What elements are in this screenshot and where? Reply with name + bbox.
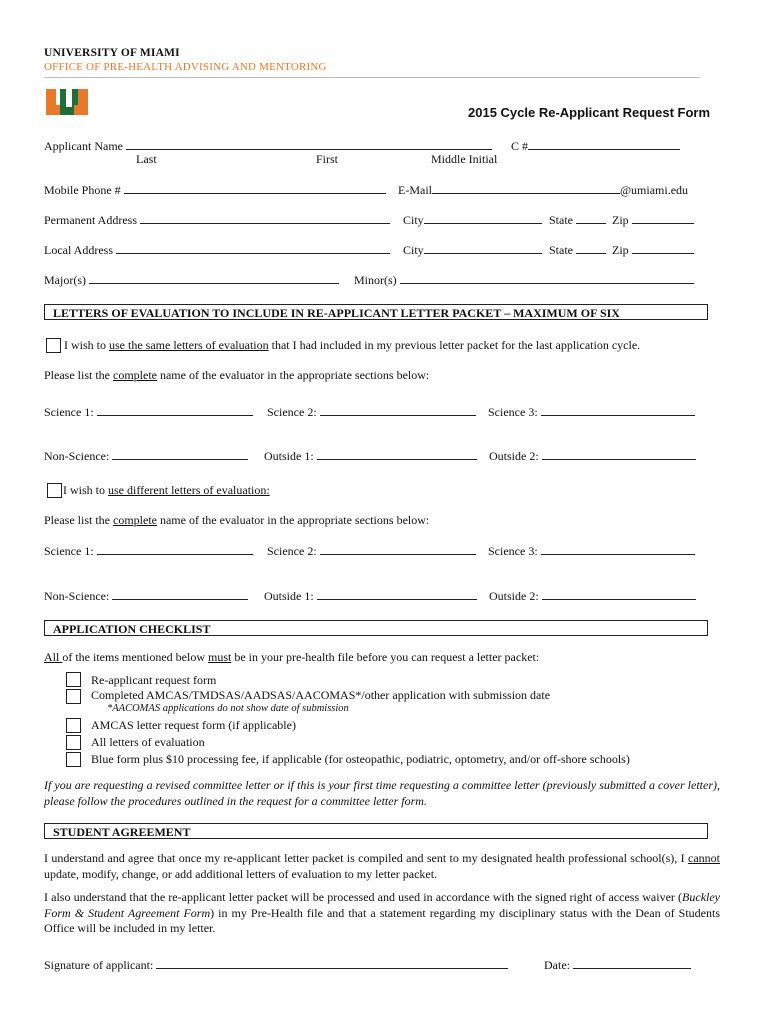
same-letters-text: I wish to use the same letters of evaluation that I had included in my previous letter packet for the last application cycle. (64, 338, 641, 352)
signature-field[interactable] (156, 956, 508, 969)
outside2-field-2[interactable] (542, 587, 696, 600)
minors-field[interactable] (400, 271, 694, 284)
date-label: Date: (544, 956, 691, 973)
c-number-field[interactable] (528, 137, 680, 150)
science2-field[interactable] (320, 403, 476, 416)
minors-label: Minor(s) (354, 271, 694, 288)
agreement-paragraph-2: I also understand that the re-applicant letter packet will be processed and used in accordance with the signed right of access waiver (Buckley Form & Student Agreement Form) in my Pre-Health file and that a statement regarding my disciplinary status with the Dean of Students Office will be included in my letter. (44, 890, 720, 935)
permanent-zip-field[interactable] (632, 211, 694, 224)
science3-label: Science 3: (488, 403, 695, 420)
mobile-phone-label: Mobile Phone # (44, 181, 386, 198)
committee-letter-note: If you are requesting a revised committee letter or if this is your first time requesting a committee letter (previously submitted a cover letter), please follow the procedures outlined in the request for a committee letter form. (44, 778, 720, 808)
outside2-field[interactable] (542, 447, 696, 460)
nonscience-label: Non-Science: (44, 447, 248, 464)
permanent-state-field[interactable] (576, 211, 606, 224)
last-name-caption: Last (136, 152, 157, 166)
majors-field[interactable] (89, 271, 339, 284)
checklist-item-2: Completed AMCAS/TMDSAS/AADSAS/AACOMAS*/other application with submission date (91, 688, 551, 702)
university-logo (46, 89, 88, 115)
c-number-label: C # (511, 137, 680, 154)
agreement-section-heading: STUDENT AGREEMENT (44, 823, 708, 839)
applicant-name-field[interactable] (126, 137, 492, 150)
outside1-field-2[interactable] (317, 587, 477, 600)
local-city-field[interactable] (424, 241, 542, 254)
email-domain: @umiami.edu (620, 183, 689, 197)
outside1-field[interactable] (317, 447, 477, 460)
checklist-checkbox-2[interactable] (66, 689, 81, 704)
list-instructions-2: Please list the complete name of the evaluator in the appropriate sections below: (44, 513, 430, 527)
applicant-name-label: Applicant Name (44, 137, 492, 154)
mobile-phone-field[interactable] (124, 181, 386, 194)
email-label: E-Mail @umiami.edu (398, 183, 689, 197)
checklist-checkbox-1[interactable] (66, 672, 81, 687)
header-divider (44, 77, 700, 78)
checklist-checkbox-3[interactable] (66, 718, 81, 733)
checklist-item-1: Re-applicant request form (91, 673, 217, 687)
checklist-footnote: *AACOMAS applications do not show date of submission (107, 703, 349, 714)
science1-field-2[interactable] (97, 542, 253, 555)
local-state-label: State (549, 241, 606, 258)
checklist-item-3: AMCAS letter request form (if applicable) (91, 718, 296, 732)
nonscience-field-2[interactable] (112, 587, 248, 600)
permanent-city-field[interactable] (424, 211, 542, 224)
local-address-label: Local Address (44, 241, 390, 258)
checklist-item-4: All letters of evaluation (91, 735, 205, 749)
local-zip-label: Zip (612, 241, 694, 258)
science2-field-2[interactable] (320, 542, 476, 555)
permanent-zip-label: Zip (612, 211, 694, 228)
local-zip-field[interactable] (632, 241, 694, 254)
checklist-checkbox-5[interactable] (66, 752, 81, 767)
list-instructions-1: Please list the complete name of the evaluator in the appropriate sections below: (44, 368, 430, 382)
local-address-field[interactable] (116, 241, 390, 254)
outside1-label: Outside 1: (264, 447, 477, 464)
science2-label: Science 2: (267, 403, 476, 420)
university-name: UNIVERSITY OF MIAMI (44, 47, 180, 59)
letters-section-heading: LETTERS OF EVALUATION TO INCLUDE IN RE-APPLICANT LETTER PACKET – MAXIMUM OF SIX (44, 304, 708, 320)
nonscience-label-2: Non-Science: (44, 587, 248, 604)
permanent-address-label: Permanent Address (44, 211, 390, 228)
majors-label: Major(s) (44, 271, 339, 288)
different-letters-text: I wish to use different letters of evaluation: (63, 483, 270, 497)
checklist-intro: All of the items mentioned below must be in your pre-health file before you can request a letter packet: (44, 650, 540, 664)
outside1-label-2: Outside 1: (264, 587, 477, 604)
science3-label-2: Science 3: (488, 542, 695, 559)
checklist-item-5: Blue form plus $10 processing fee, if applicable (for osteopathic, podiatric, optometry, and/or off-shore schools) (91, 752, 630, 766)
form-title: 2015 Cycle Re-Applicant Request Form (468, 105, 711, 120)
signature-label: Signature of applicant: (44, 956, 508, 973)
date-field[interactable] (573, 956, 691, 969)
different-letters-checkbox[interactable] (47, 483, 62, 498)
permanent-city-label: City (403, 211, 542, 228)
science3-field-2[interactable] (541, 542, 695, 555)
same-letters-checkbox[interactable] (46, 338, 61, 353)
outside2-label-2: Outside 2: (489, 587, 696, 604)
local-state-field[interactable] (576, 241, 606, 254)
checklist-checkbox-4[interactable] (66, 735, 81, 750)
agreement-paragraph-1: I understand and agree that once my re-applicant letter packet is compiled and sent to my designated health professional school(s), I cannot update, modify, change, or add additional letters of evaluation to my letter packet. (44, 851, 720, 881)
office-name: OFFICE OF PRE-HEALTH ADVISING AND MENTORING (44, 61, 327, 73)
permanent-address-field[interactable] (140, 211, 390, 224)
science1-label: Science 1: (44, 403, 253, 420)
nonscience-field[interactable] (112, 447, 248, 460)
email-field[interactable] (432, 181, 620, 194)
science1-label-2: Science 1: (44, 542, 253, 559)
science1-field[interactable] (97, 403, 253, 416)
science3-field[interactable] (541, 403, 695, 416)
first-name-caption: First (316, 152, 339, 166)
middle-initial-caption: Middle Initial (431, 152, 498, 166)
local-city-label: City (403, 241, 542, 258)
checklist-section-heading: APPLICATION CHECKLIST (44, 620, 708, 636)
science2-label-2: Science 2: (267, 542, 476, 559)
outside2-label: Outside 2: (489, 447, 696, 464)
permanent-state-label: State (549, 211, 606, 228)
